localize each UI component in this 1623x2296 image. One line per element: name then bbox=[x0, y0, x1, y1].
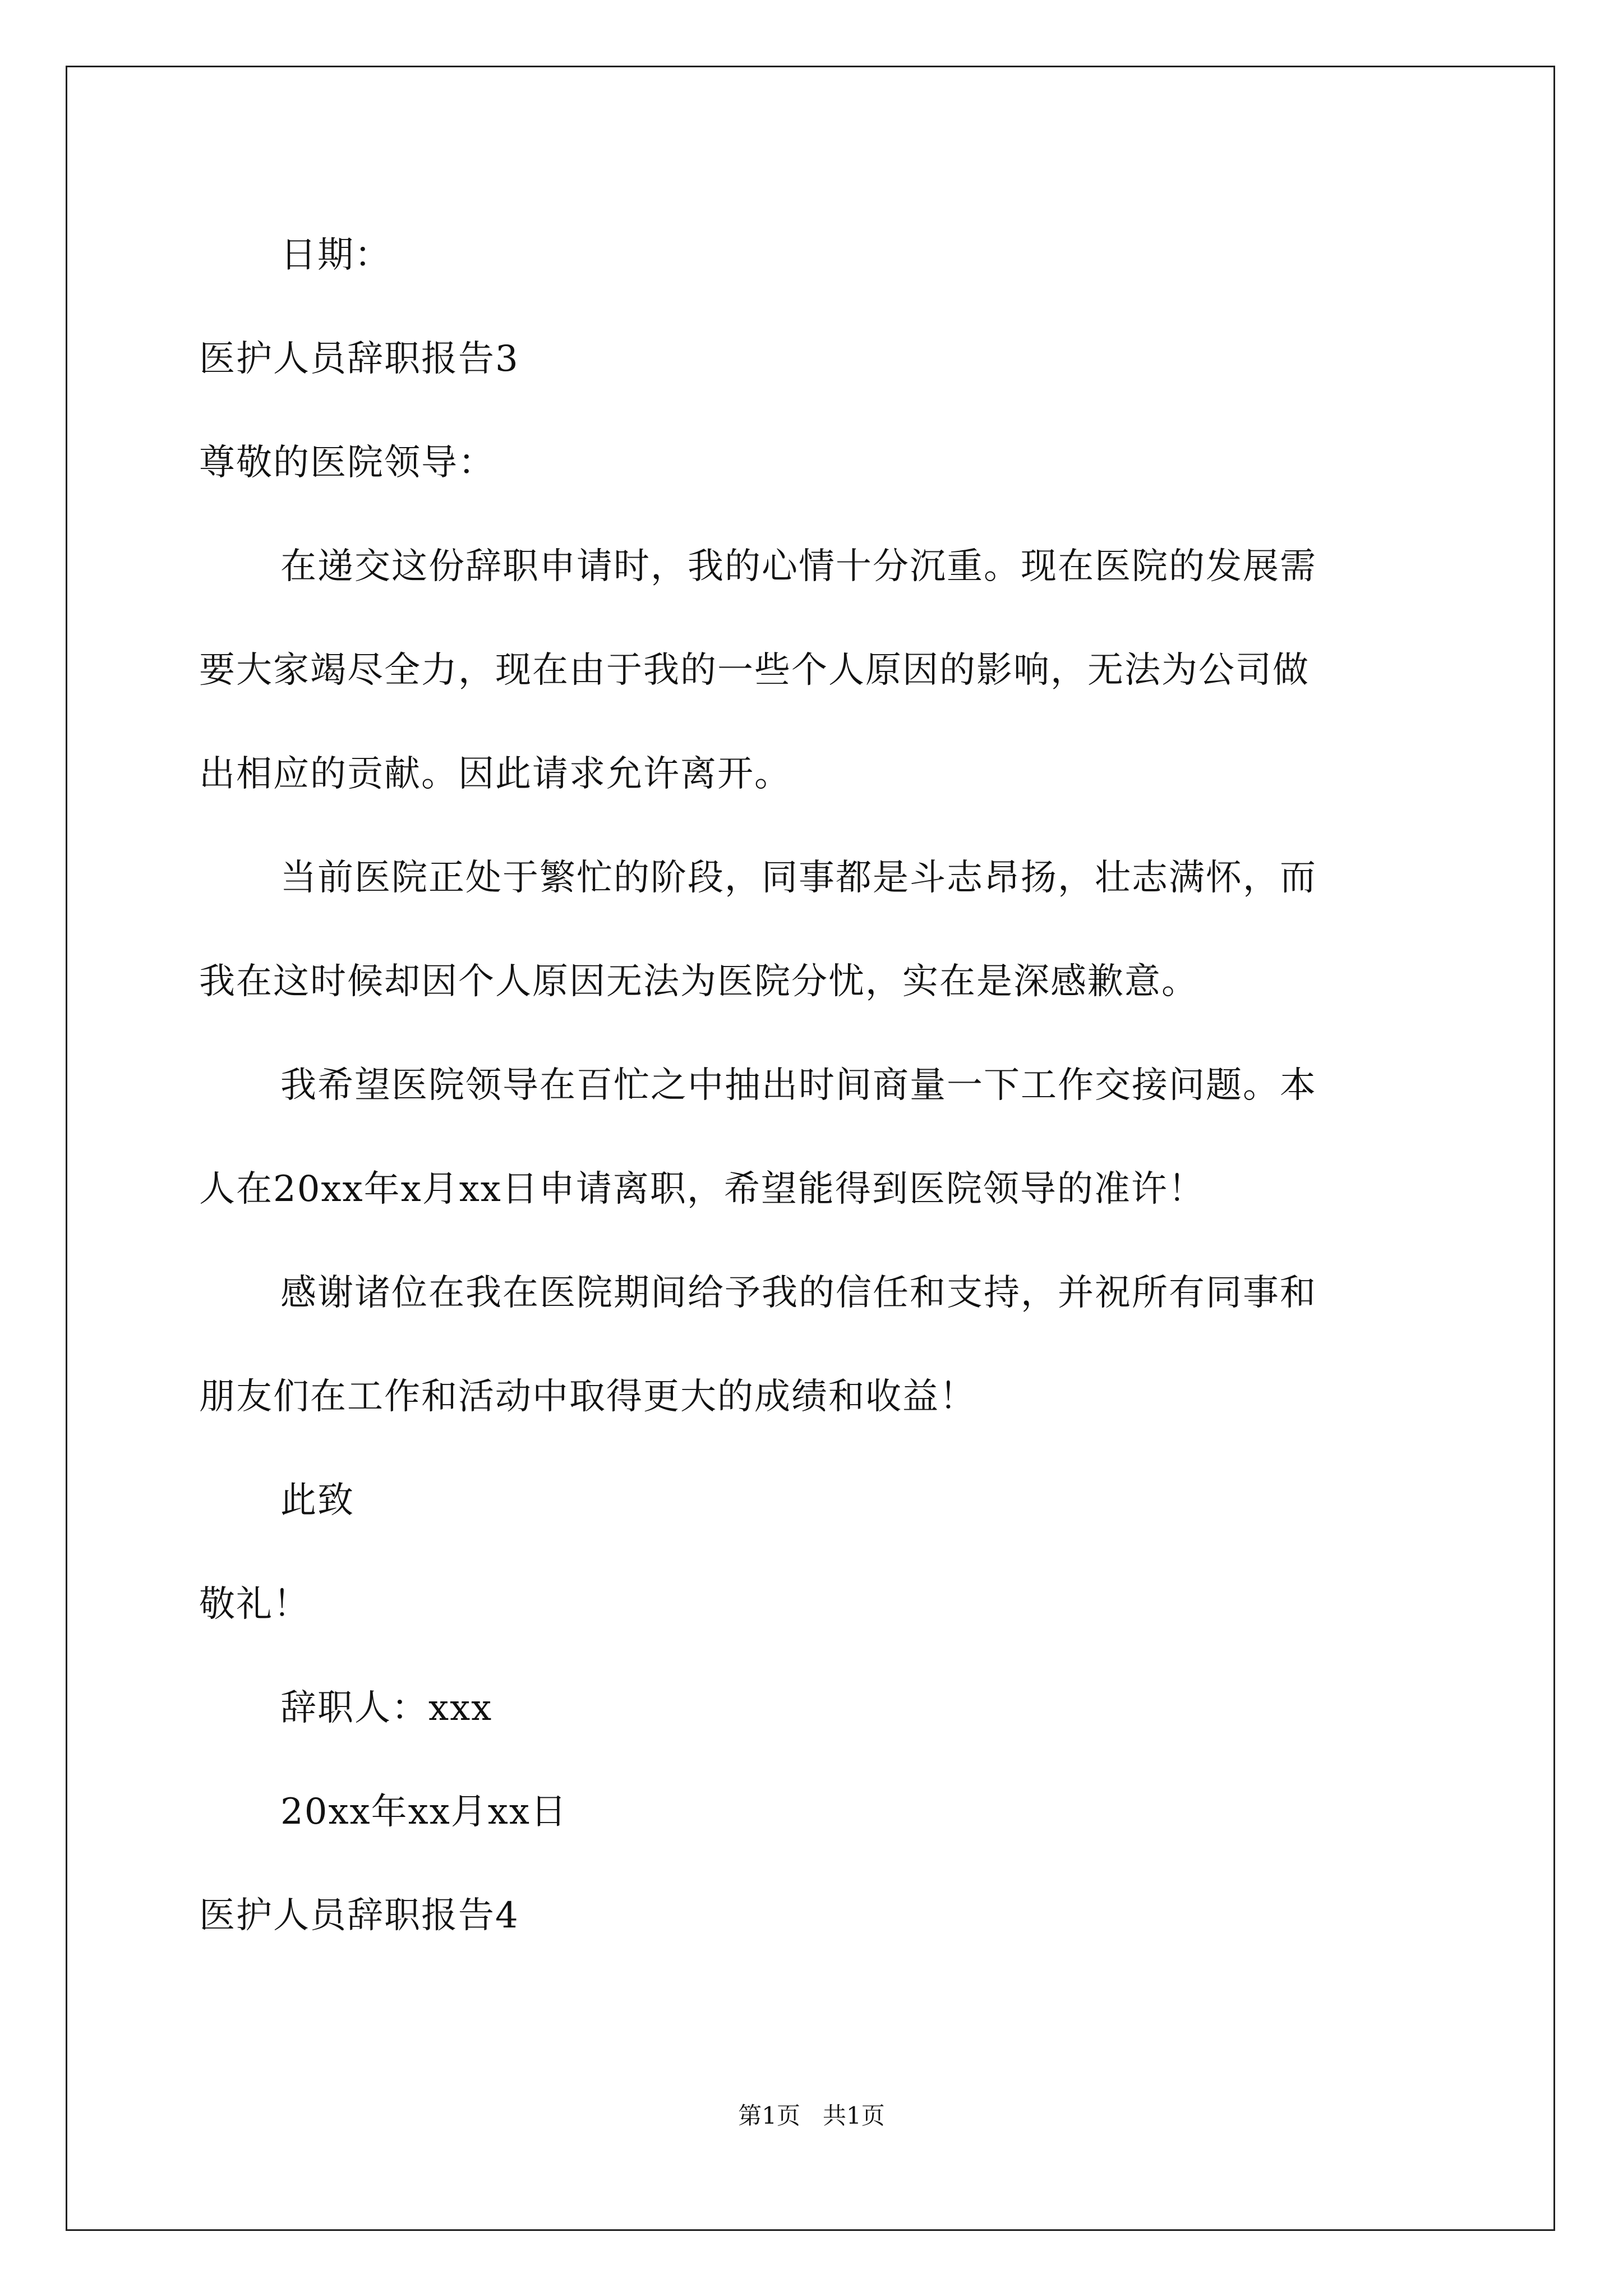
closing-salute: 敬礼！ bbox=[199, 1584, 310, 1625]
closing-phrase: 此致 bbox=[280, 1480, 354, 1521]
date-label: 日期： bbox=[280, 234, 391, 276]
paragraph-1-line-1: 在递交这份辞职申请时，我的心情十分沉重。现在医院的发展需 bbox=[280, 546, 1317, 587]
paragraph-4-line-2: 朋友们在工作和活动中取得更大的成绩和收益！ bbox=[199, 1376, 976, 1418]
paragraph-3-line-1: 我希望医院领导在百忙之中抽出时间商量一下工作交接问题。本 bbox=[280, 1065, 1317, 1106]
paragraph-2-line-1: 当前医院正处于繁忙的阶段，同事都是斗志昂扬，壮志满怀，而 bbox=[280, 857, 1317, 899]
paragraph-2-line-2: 我在这时候却因个人原因无法为医院分忧，实在是深感歉意。 bbox=[199, 961, 1198, 1002]
section-title-3: 医护人员辞职报告3 bbox=[199, 338, 519, 380]
paragraph-4-line-1: 感谢诸位在我在医院期间给予我的信任和支持，并祝所有同事和 bbox=[280, 1272, 1317, 1314]
page-footer: 第1页 共1页 bbox=[738, 2102, 885, 2129]
salutation: 尊敬的医院领导： bbox=[199, 442, 495, 484]
paragraph-1-line-3: 出相应的贡献。因此请求允许离开。 bbox=[199, 753, 791, 795]
signature-line: 辞职人：xxx bbox=[280, 1687, 493, 1729]
paragraph-1-line-2: 要大家竭尽全力，现在由于我的一些个人原因的影响，无法为公司做 bbox=[199, 650, 1310, 691]
section-title-4: 医护人员辞职报告4 bbox=[199, 1895, 519, 1936]
paragraph-3-line-2: 人在20xx年x月xx日申请离职，希望能得到医院领导的准许！ bbox=[199, 1168, 1205, 1210]
signature-date: 20xx年xx月xx日 bbox=[280, 1791, 568, 1833]
